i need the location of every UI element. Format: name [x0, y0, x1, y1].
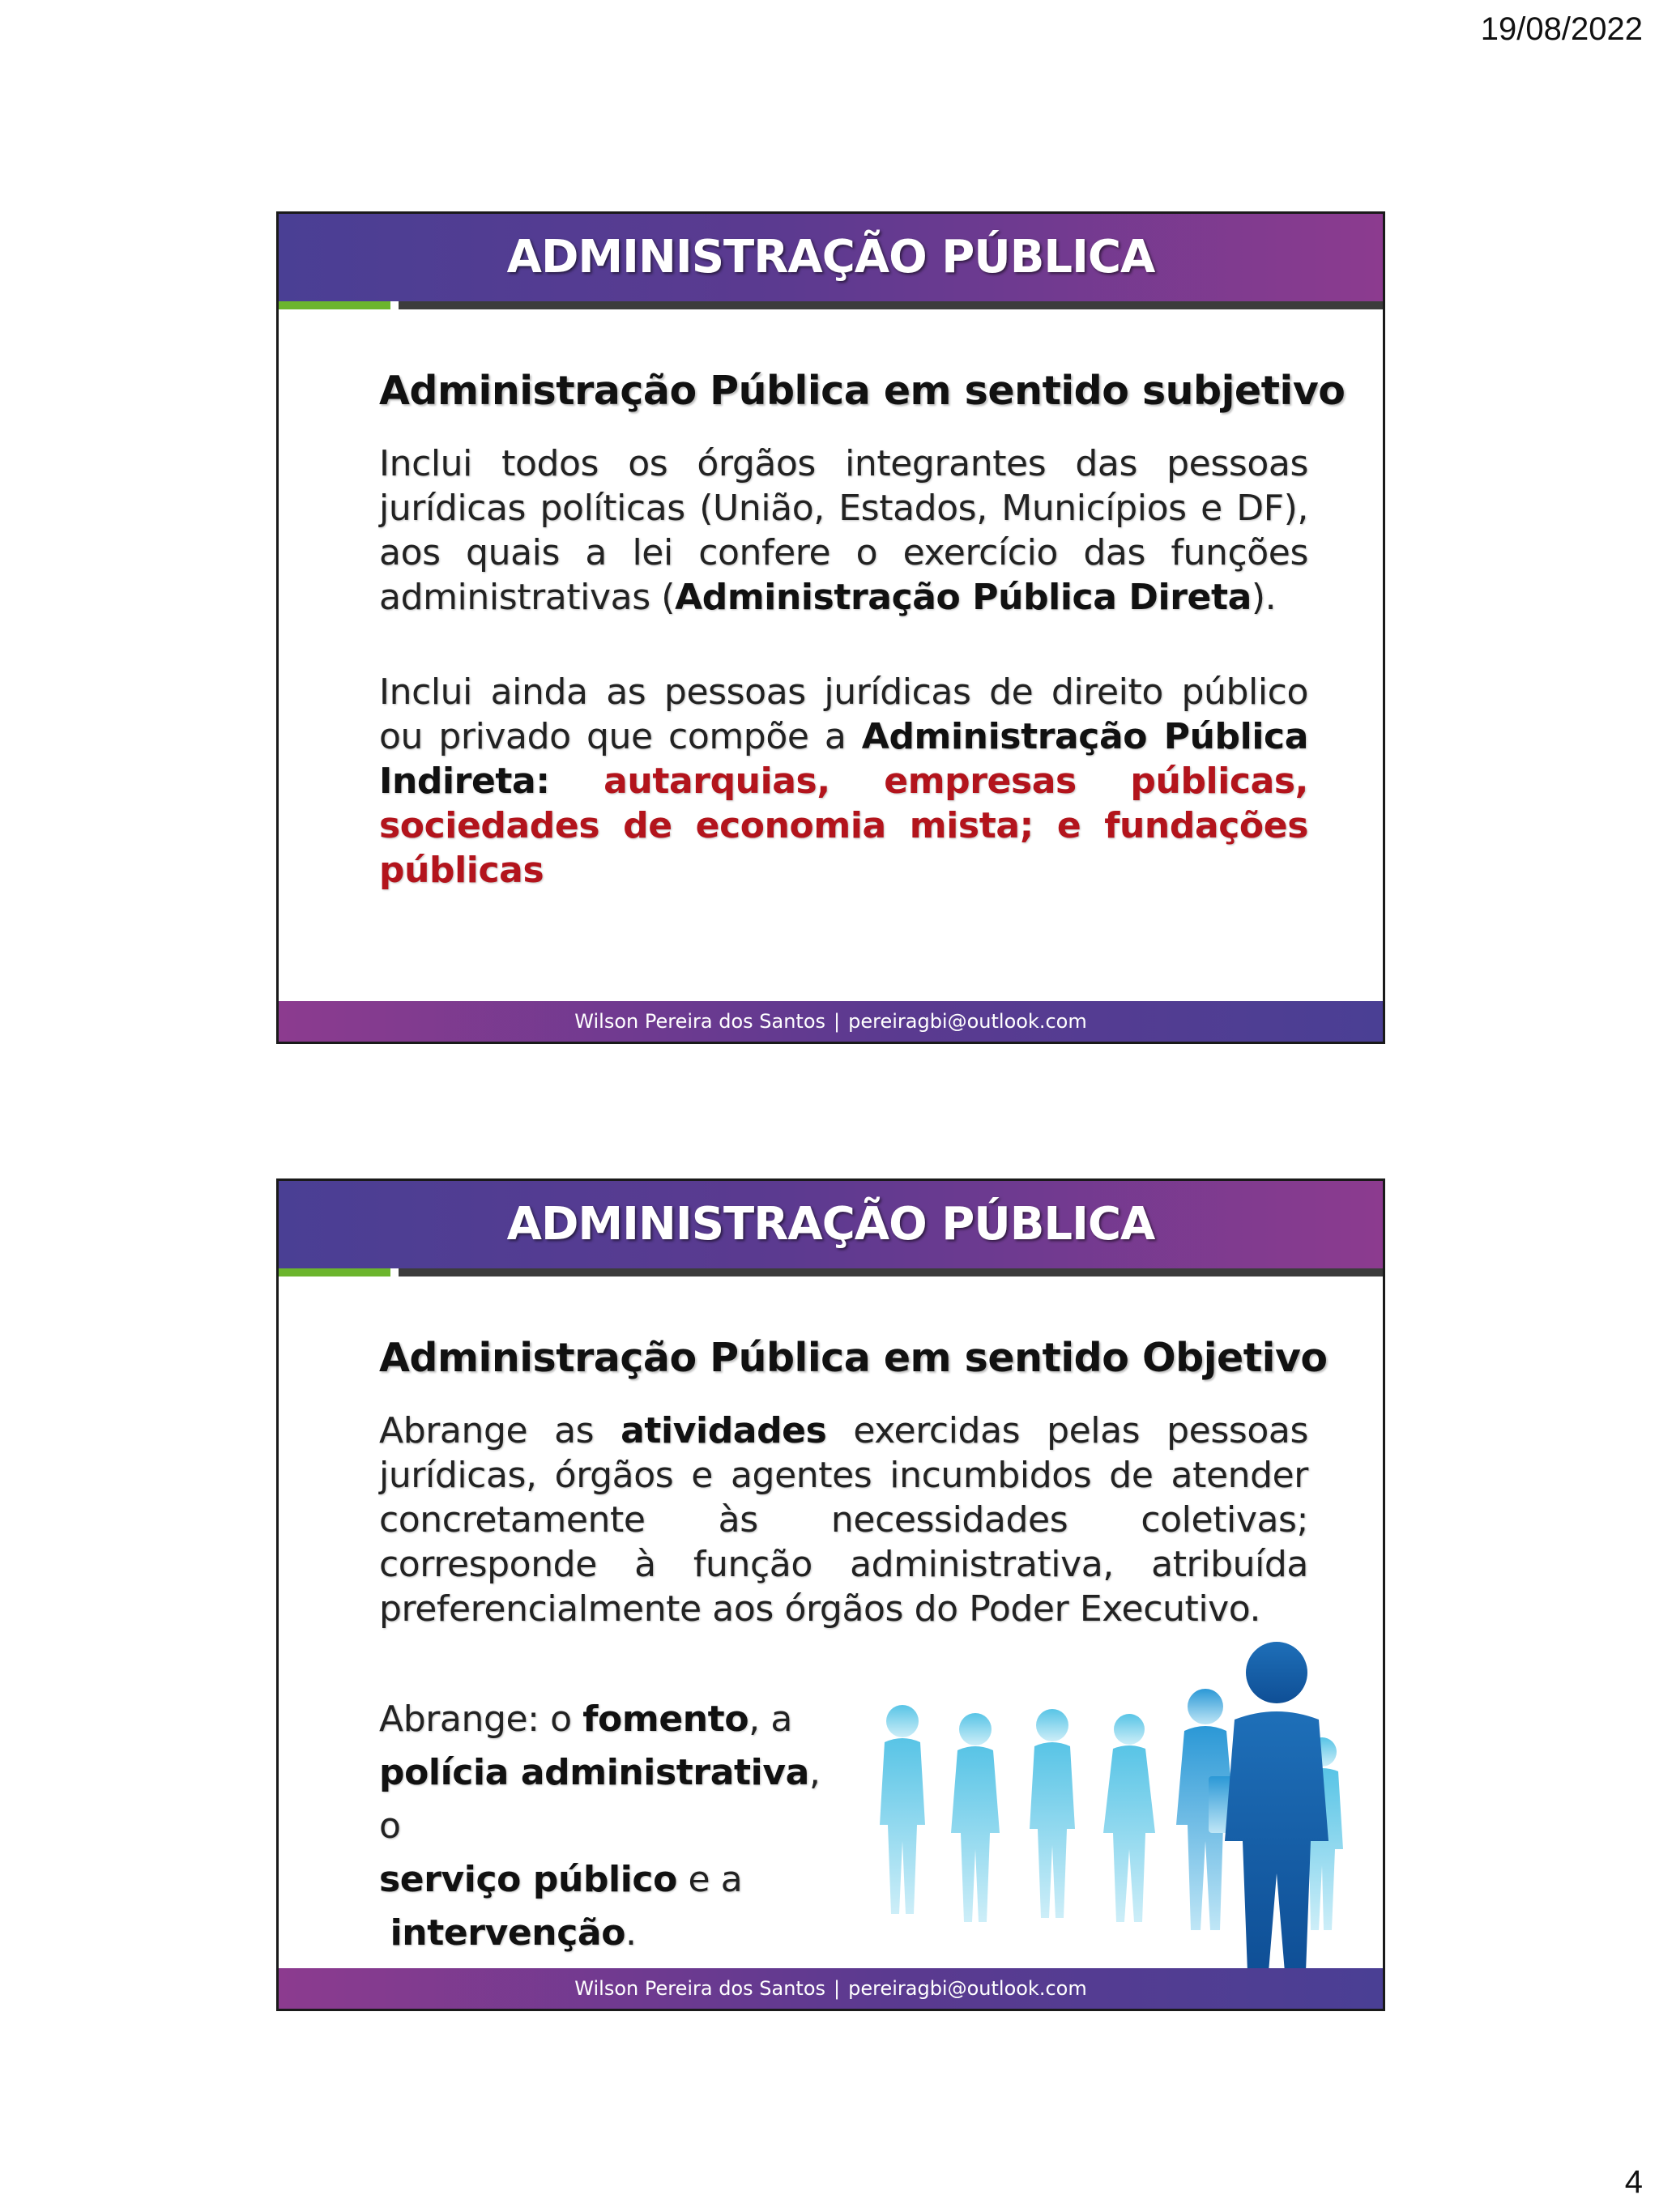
accent-bar-green [279, 301, 390, 309]
footer-author: Wilson Pereira dos Santos [574, 1977, 826, 2000]
list-sep: , a [748, 1698, 792, 1740]
term-servico: serviço público [379, 1859, 677, 1900]
list-sep: , o [379, 1752, 821, 1847]
highlight-entities: autarquias, empresas públicas, sociedades de economia mista; e fundações públicas [379, 761, 1308, 891]
term-intervencao: intervenção [390, 1912, 626, 1954]
list-intro: Abrange: o [379, 1698, 583, 1740]
slide-title: ADMINISTRAÇÃO PÚBLICA [506, 1198, 1155, 1251]
paragraph-text: Inclui todos os órgãos integrantes das pessoas jurídicas políticas (União, Estados, Municípios e DF), aos quais a lei confere o exercício das funções administrativas ( [379, 443, 1308, 618]
list-sep: e a [676, 1859, 743, 1900]
term-policia: polícia administrativa [379, 1752, 809, 1793]
paragraph-direta [379, 441, 1308, 620]
accent-bar-green [279, 1268, 390, 1276]
slide-body [379, 1335, 1328, 1631]
paragraph-objetivo [379, 1409, 1308, 1631]
footer-separator: | [834, 1977, 841, 2000]
slide-footer [279, 1001, 1383, 1042]
slide-body [379, 368, 1346, 893]
footer-author: Wilson Pereira dos Santos [574, 1010, 826, 1033]
list-end: . [625, 1912, 637, 1954]
bold-term-atividades: atividades [621, 1410, 827, 1451]
slide-1 [276, 211, 1385, 1044]
paragraph-indireta [379, 670, 1308, 893]
slide-title: ADMINISTRAÇÃO PÚBLICA [506, 231, 1155, 283]
paragraph-end: ). [1251, 577, 1277, 618]
footer-email: pereiragbi@outlook.com [848, 1010, 1087, 1033]
page-date: 19/08/2022 [1480, 11, 1643, 47]
section-heading: Administração Pública em sentido Objetivo [379, 1335, 1328, 1381]
accent-bar-gray [399, 1268, 1383, 1276]
bold-term-indireta: Administração Pública Indireta [379, 716, 1308, 802]
slide-header [279, 1181, 1383, 1268]
bold-term-direta: Administração Pública Direta [675, 577, 1252, 618]
colon: : [535, 761, 604, 802]
footer-email: pereiragbi@outlook.com [848, 1977, 1087, 2000]
slide-footer [279, 1968, 1383, 2009]
term-fomento: fomento [582, 1698, 749, 1740]
slide-2 [276, 1178, 1385, 2011]
paragraph-text: Abrange as [379, 1410, 621, 1451]
slide-header [279, 214, 1383, 301]
paragraph-rest: exercidas pelas pessoas jurídicas, órgãos e agentes incumbidos de atender concretamente às necessidades coletivas; corresponde à função administrativa, atribuída preferencialmente aos órgãos do Poder Executivo. [379, 1410, 1308, 1630]
accent-bar-gray [399, 301, 1383, 309]
page-number: 4 [1624, 2164, 1643, 2200]
section-heading: Administração Pública em sentido subjetivo [379, 368, 1346, 414]
footer-separator: | [834, 1010, 841, 1033]
people-silhouettes-icon [846, 1639, 1380, 1975]
paragraph-text: Inclui ainda as pessoas jurídicas de direito público ou privado que compõe a [379, 671, 1308, 757]
abrange-list [379, 1693, 833, 1960]
